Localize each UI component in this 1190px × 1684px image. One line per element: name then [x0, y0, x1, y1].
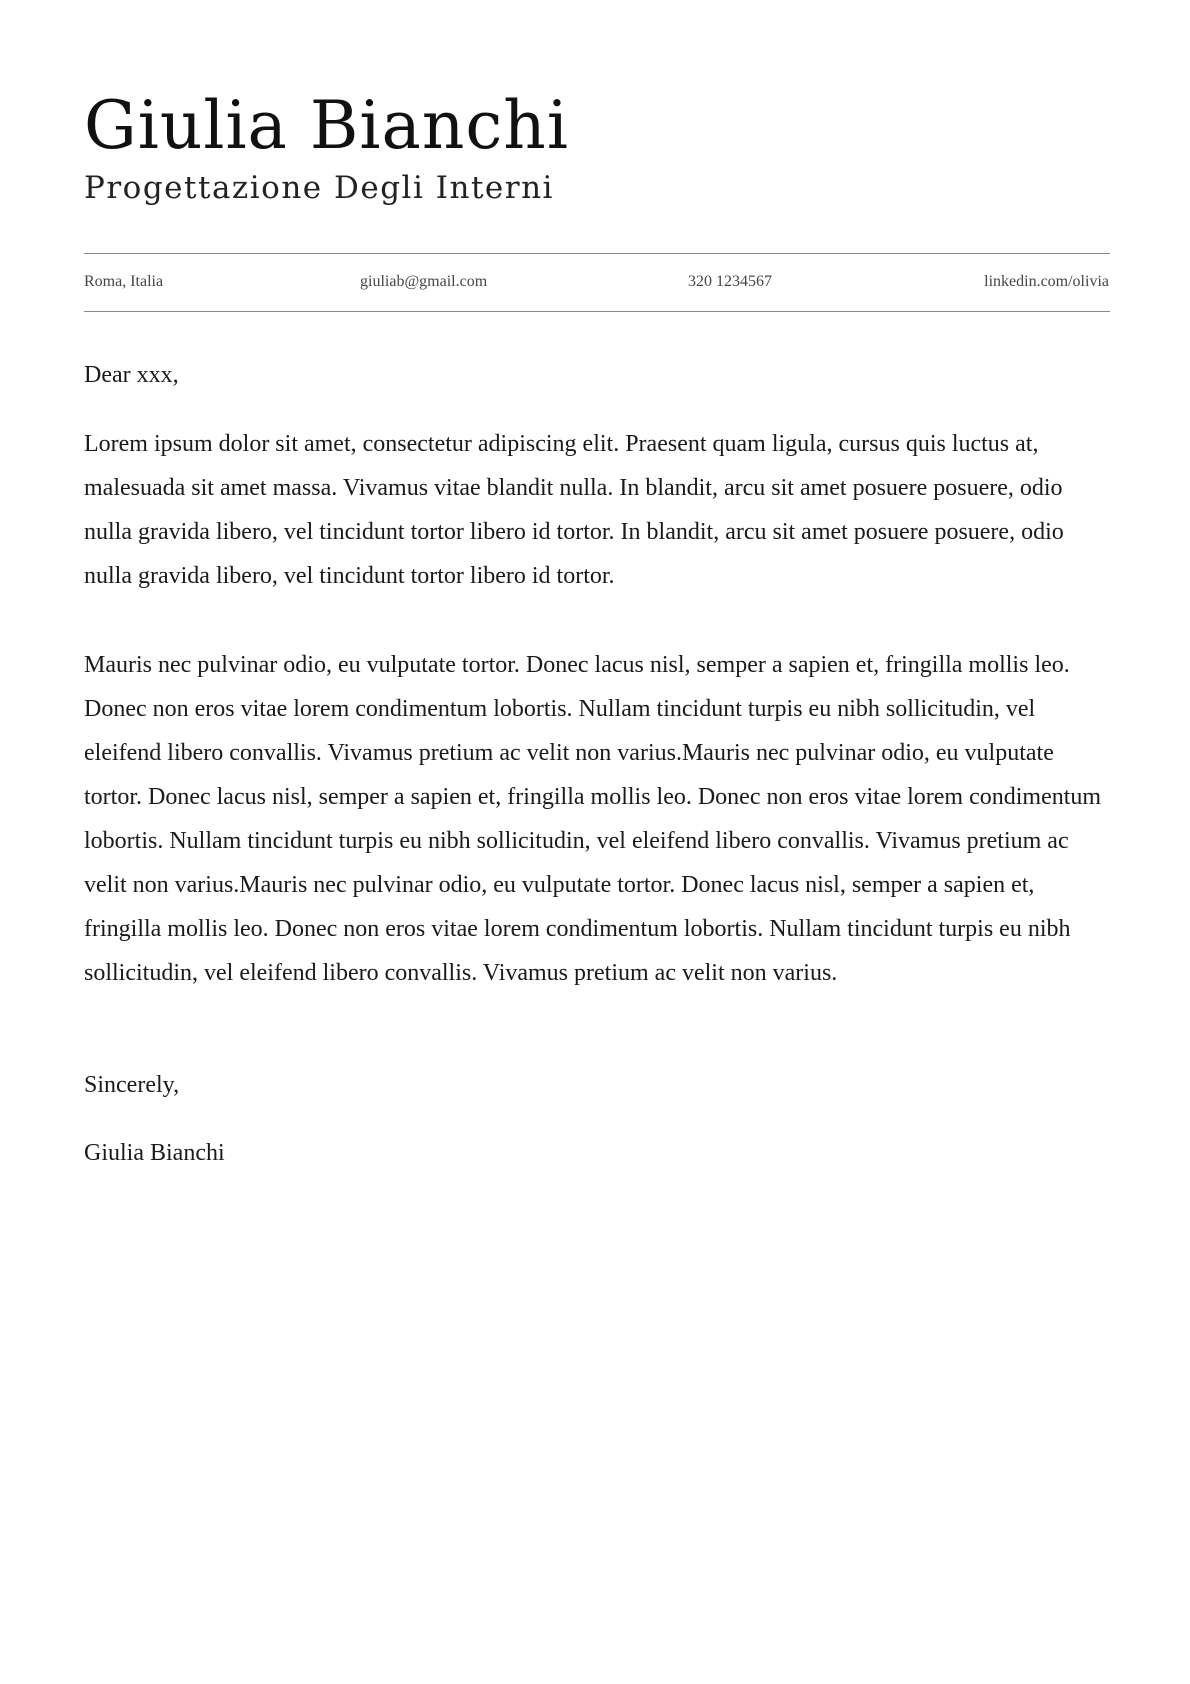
letter-paragraph: Lorem ipsum dolor sit amet, consectetur adipiscing elit. Praesent quam ligula, cursus quis luctus at, malesuada sit amet massa. Vivamus vitae blandit nulla. In blandit, arcu sit amet posuere posuere, odio nulla gravida libero, vel tincidunt tortor libero id tortor. In blandit, arcu sit amet posuere posuere, odio nulla gravida libero, vel tincidunt tortor libero id tortor. — [84, 431, 1064, 589]
contact-email[interactable]: giuliab@gmail.com — [360, 273, 488, 290]
contact-bar — [84, 253, 1110, 312]
applicant-name: Giulia Bianchi — [84, 87, 569, 164]
letter-closing: Sincerely, — [84, 1072, 180, 1098]
letter-salutation: Dear xxx, — [84, 362, 179, 388]
contact-phone: 320 1234567 — [688, 273, 772, 290]
contact-location: Roma, Italia — [84, 273, 164, 290]
letter-signature: Giulia Bianchi — [84, 1140, 225, 1166]
contact-linkedin[interactable]: linkedin.com/olivia — [984, 273, 1109, 290]
applicant-title: Progettazione Degli Interni — [84, 170, 554, 206]
letter-paragraph: Mauris nec pulvinar odio, eu vulputate tortor. Donec lacus nisl, semper a sapien et, fringilla mollis leo. Donec non eros vitae lorem condimentum lobortis. Nullam tincidunt turpis eu nibh sollicitudin, vel eleifend libero convallis. Vivamus pretium ac velit non varius.Mauris nec pulvinar odio, eu vulputate tortor. Donec lacus nisl, semper a sapien et, fringilla mollis leo. Donec non eros vitae lorem condimentum lobortis. Nullam tincidunt turpis eu nibh sollicitudin, vel eleifend libero convallis. Vivamus pretium ac velit non varius.Mauris nec pulvinar odio, eu vulputate tortor. Donec lacus nisl, semper a sapien et, fringilla mollis leo. Donec non eros vitae lorem condimentum lobortis. Nullam tincidunt turpis eu nibh sollicitudin, vel eleifend libero convallis. Vivamus pretium ac velit non varius. — [84, 652, 1102, 986]
